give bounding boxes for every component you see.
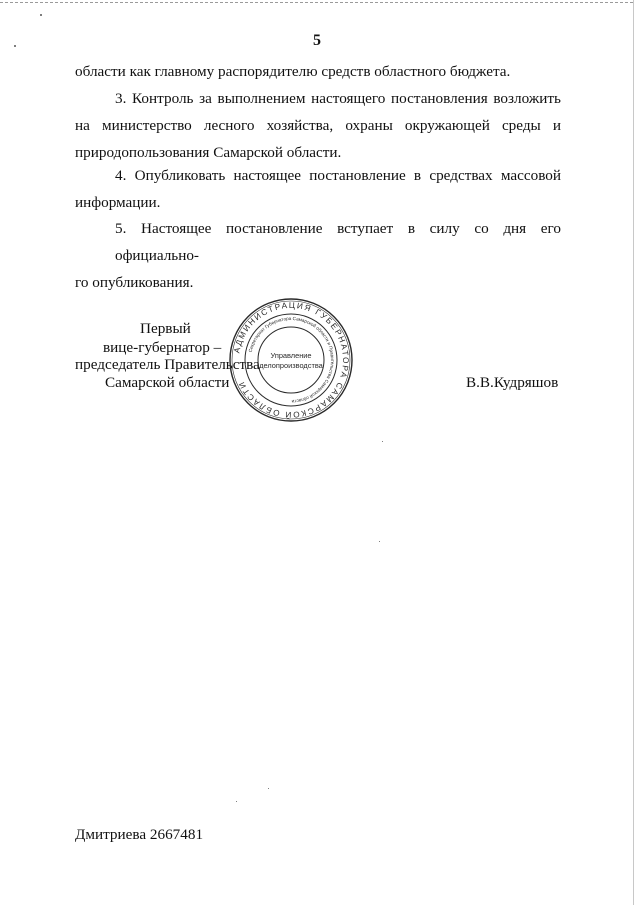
stamp-outer-text: АДМИНИСТРАЦИЯ ГУБЕРНАТОРА САМАРСКОЙ ОБЛАСТИ xyxy=(232,300,351,420)
scan-speck xyxy=(268,788,269,789)
text-line: области как главному распорядителю средств областного бюджета. xyxy=(75,63,511,80)
paragraph-item-4 xyxy=(75,162,561,216)
stamp-center-line1: Управление xyxy=(270,351,312,360)
stamp-inner-text: Секретариат Губернатора Самарской области и Правительства Самарской области xyxy=(247,315,336,405)
text-line: природопользования Самарской области. xyxy=(75,144,342,161)
scan-speck xyxy=(382,441,383,442)
scan-top-edge xyxy=(0,2,633,5)
stamp-center-line2: делопроизводства xyxy=(259,361,323,370)
text-line: на министерство лесного хозяйства, охраны окружающей среды и xyxy=(75,117,561,134)
paragraph-budget-continuation xyxy=(75,58,561,85)
signatory-title-line: вице-губернатор – xyxy=(103,339,222,356)
scan-right-edge xyxy=(633,0,634,905)
official-stamp xyxy=(228,297,354,423)
text-line: го опубликования. xyxy=(75,274,194,291)
text-line: 5. Настоящее постановление вступает в силу со дня его официально- xyxy=(115,220,561,264)
signatory-title-line: председатель Правительства xyxy=(75,356,260,373)
text-line: информации. xyxy=(75,194,161,211)
executor-contact: Дмитриева 2667481 xyxy=(75,826,204,843)
paragraph-item-5 xyxy=(75,215,561,296)
signatory-title-line: Самарской области xyxy=(105,374,230,391)
text-line: 3. Контроль за выполнением настоящего постановления возложить xyxy=(115,90,561,107)
scan-speck xyxy=(236,801,237,802)
text-line: 4. Опубликовать настоящее постановление в средствах массовой xyxy=(115,167,561,184)
scan-speck xyxy=(14,45,16,47)
signatory-title-line: Первый xyxy=(140,320,191,337)
paragraph-item-3 xyxy=(75,85,561,166)
signatory-name: В.В.Кудряшов xyxy=(466,374,559,391)
page-number: 5 xyxy=(313,32,321,49)
scan-speck xyxy=(379,541,380,542)
scan-speck xyxy=(40,14,42,16)
